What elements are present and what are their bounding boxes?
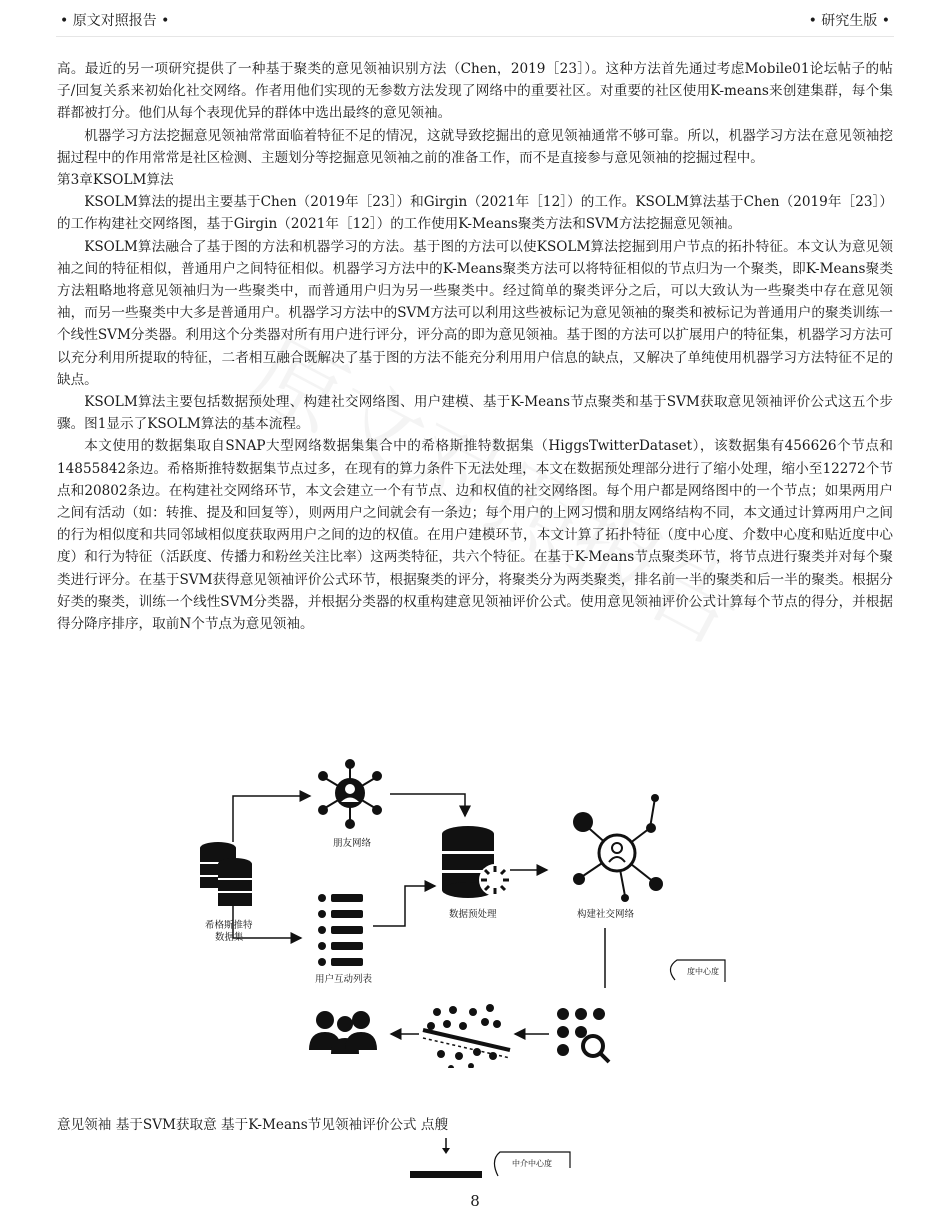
figure-caption: 意见领袖 基于SVM获取意 基于K-Means节见领袖评价公式 点艘 (57, 1117, 449, 1133)
dataset-icon (200, 842, 253, 943)
kmeans-cluster-icon (557, 1008, 609, 1062)
figure-continuation (400, 1138, 590, 1178)
label-data-preprocessing: 数据预处理 (449, 909, 497, 920)
label-dataset-line1: 希格斯推特 (205, 920, 253, 931)
interaction-list-icon (315, 894, 373, 985)
header-divider (56, 36, 894, 37)
header-right: • 研究生版 • (808, 13, 890, 29)
paragraph: 高。最近的另一项研究提供了一种基于聚类的意见领袖识别方法（Chen，2019［23］）。这种方法首先通过考虑Mobile01论坛帖子的帖子/回复关系来初始化社交网络。作者用他们实现的无参数方法发现了网络中的重要社区。对重要的社区使用K-means来创建集群，每个集群都被打分。他们从每个表现优异的群体中选出最终的意见领袖。 (57, 61, 893, 122)
page-header (60, 10, 890, 30)
svm-classifier-icon (423, 1004, 510, 1068)
flowchart-figure (185, 758, 775, 1068)
label-build-social-network: 构建社交网络 (577, 909, 635, 920)
paragraph: KSOLM算法主要包括数据预处理、构建社交网络图、用户建模、基于K-Means节点聚类和基于SVM获取意见领袖评价公式这五个步骤。图1显示了KSOLM算法的基本流程。 (57, 394, 893, 433)
degree-centrality-bubble (670, 960, 725, 982)
friends-network-icon (318, 759, 382, 849)
label-friends-network: 朋友网络 (333, 838, 372, 849)
page-number: 8 (470, 1192, 480, 1210)
build-social-network-icon (573, 794, 663, 920)
body-text (57, 58, 893, 635)
label-dataset-line2: 数据集 (215, 932, 244, 943)
paragraph: KSOLM算法融合了基于图的方法和机器学习的方法。基于图的方法可以使KSOLM算法挖掘到用户节点的拓扑特征。本文认为意见领袖之间的特征相似，普通用户之间特征相似。机器学习方法中的K-Means聚类方法可以将特征相似的节点归为一个聚类，即K-Means聚类方法粗略地将意见领袖归为一些聚类中，而普通用户归为另一些聚类中。经过简单的聚类评分之后，可以大致认为一些聚类中存在意见领袖，而另一些聚类中大多是普通用户。机器学习方法中的SVM方法可以利用这些被标记为意见领袖的聚类和被标记为普通用户的聚类训练一个线性SVM分类器。利用这个分类器对所有用户进行评分，评分高的即为意见领袖。基于图的方法可以扩展用户的特征集，机器学习方法可以充分利用所提取的特征，二者相互融合既解决了基于图的方法不能充分利用用户信息的缺点，又解决了单纯使用机器学习方法特征不足的缺点。 (57, 238, 893, 388)
label-degree-centrality: 度中心度 (687, 967, 719, 976)
label-interaction-list: 用户互动列表 (315, 974, 373, 985)
paragraph: 机器学习方法挖掘意见领袖常常面临着特征不足的情况，这就导致挖掘出的意见领袖通常不够可靠。所以，机器学习方法在意见领袖挖掘过程中的作用常常是社区检测、主题划分等挖掘意见领袖之前的准备工作，而不是直接参与意见领袖的挖掘过程中。 (57, 127, 893, 166)
paragraph: KSOLM算法的提出主要基于Chen（2019年［23］）和Girgin（2021年［12］）的工作。KSOLM算法基于Chen（2019年［23］）的工作构建社交网络图，基于Girgin（2021年［12］）的工作使用K-Means聚类方法和SVM方法挖掘意见领袖。 (57, 194, 893, 233)
connector-lines (233, 794, 605, 988)
paragraph: 本文使用的数据集取自SNAP大型网络数据集集合中的希格斯推特数据集（HiggsTwitterDataset），该数据集有456626个节点和14855842条边。希格斯推特数据集节点过多，在现有的算力条件下无法处理，本文在数据预处理部分进行了缩小处理，缩小至12272个节点和20802条边。在构建社交网络环节，本文会建立一个有节点、边和权值的社交网络图。每个用户都是网络图中的一个节点；如果两用户之间有活动（如：转推、提及和回复等），则两用户之间就会有一条边；每个用户的上网习惯和朋友网络结构不同，本文通过计算两用户之间的行为相似度和共同邻域相似度获取两用户之间的边的权值。在用户建模环节，本文计算了拓扑特征（度中心度、介数中心度和贴近度中心度）和行为特征（活跃度、传播力和粉丝关注比率）这两类特征，共六个特征。在基于K-Means节点聚类环节，将节点进行聚类并对每个聚类进行评分。在基于SVM获得意见领袖评价公式环节，根据聚类的评分，将聚类分为两类聚类，排名前一半的聚类和后一半的聚类。根据分好类的聚类，训练一个线性SVM分类器，并根据分类器的权重构建意见领袖评价公式。使用意见领袖评价公式计算每个节点的得分，并根据得分降序排序，取前N个节点为意见领袖。 (57, 438, 894, 633)
chapter-heading: 第3章KSOLM算法 (57, 172, 174, 189)
header-left: • 原文对照报告 • (60, 13, 170, 29)
data-preprocessing-icon (442, 826, 511, 920)
label-betweenness-centrality: 中介中心度 (512, 1159, 552, 1168)
opinion-leaders-icon (309, 1011, 377, 1054)
